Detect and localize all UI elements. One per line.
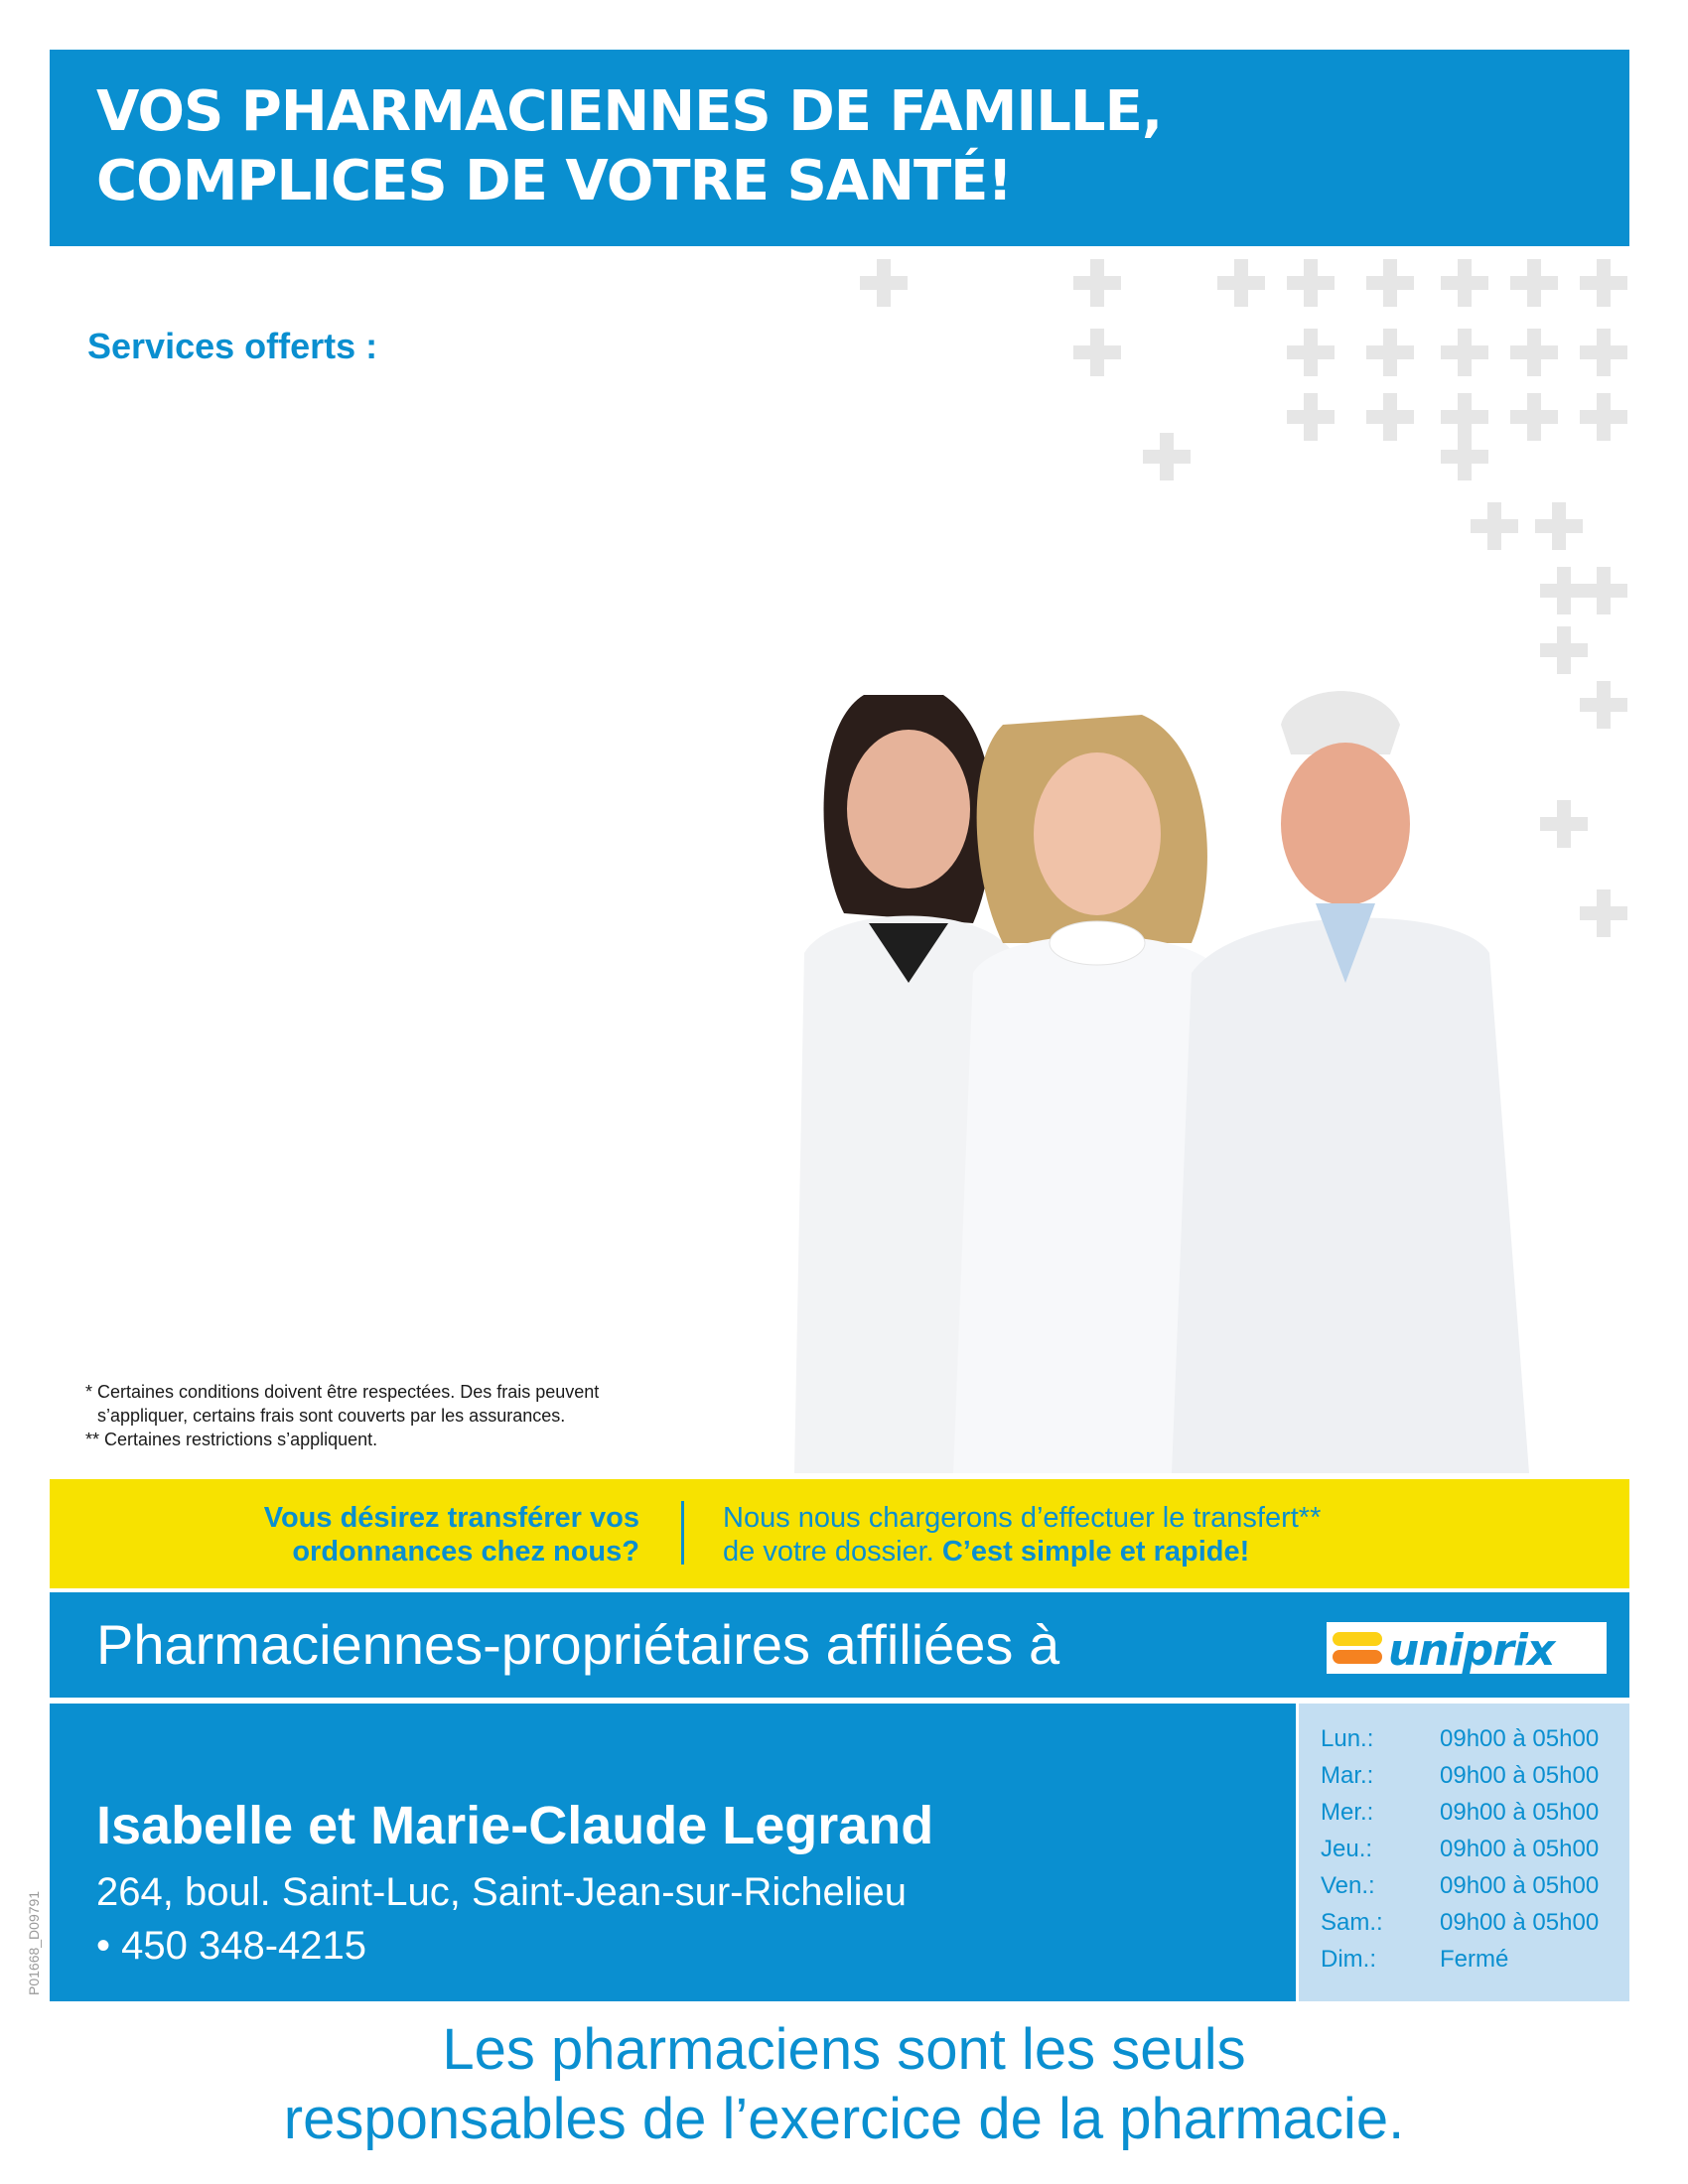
hours-day: Dim.: <box>1321 1946 1376 1973</box>
plus-cross-icon <box>1366 259 1414 307</box>
footnote-line-1: * Certaines conditions doivent être respectées. Des frais peuvent <box>85 1382 600 1402</box>
transfer-question <box>264 1501 639 1569</box>
transfer-question-line-2: ordonnances chez nous? <box>292 1536 639 1568</box>
plus-cross-icon <box>1535 502 1583 550</box>
plus-cross-icon <box>1366 393 1414 441</box>
hours-time: 09h00 à 05h00 <box>1440 1836 1600 1862</box>
footnote-line-2: s’appliquer, certains frais sont couverts par les assurances. <box>97 1406 566 1426</box>
owner-address: 264, boul. Saint-Luc, Saint-Jean-sur-Richelieu <box>96 1870 907 1914</box>
plus-cross-icon <box>1073 329 1121 376</box>
document-code: P01668_D09791 <box>26 1890 42 1995</box>
plus-cross-icon <box>1580 567 1627 614</box>
hours-time: 09h00 à 05h00 <box>1440 1799 1600 1826</box>
plus-cross-icon <box>1441 433 1488 480</box>
owner-info-block <box>50 1704 1296 2001</box>
uniprix-logo <box>1327 1622 1607 1674</box>
plus-cross-icon <box>1441 259 1488 307</box>
plus-cross-icon <box>1580 393 1627 441</box>
transfer-answer-line-2-text: de votre dossier. <box>723 1536 942 1568</box>
transfer-answer-line-2 <box>723 1535 1321 1569</box>
tagline-line-1: Les pharmaciens sont les seuls <box>442 2017 1246 2082</box>
page-title-line-2: COMPLICES DE VOTRE SANTÉ! <box>96 149 1012 213</box>
hours-time: 09h00 à 05h00 <box>1440 1725 1600 1752</box>
header-banner <box>50 50 1629 246</box>
owner-name: Isabelle et Marie-Claude Legrand <box>96 1796 934 1855</box>
three-pharmacists-photo <box>774 655 1628 1473</box>
plus-cross-icon <box>1510 259 1558 307</box>
owner-phone[interactable]: • 450 348-4215 <box>96 1924 367 1968</box>
pharmacist-right-figure <box>1172 691 1529 1473</box>
hours-day: Lun.: <box>1321 1725 1374 1752</box>
hours-day: Mer.: <box>1321 1799 1374 1826</box>
hours-row <box>1321 1836 1599 1863</box>
plus-cross-icon <box>1441 393 1488 441</box>
plus-cross-icon <box>1580 259 1627 307</box>
affiliation-text: Pharmaciennes-propriétaires affiliées à <box>96 1613 1060 1676</box>
footnotes <box>85 1380 599 1451</box>
footnote-line-3: ** Certaines restrictions s’appliquent. <box>85 1430 378 1449</box>
hours-time: 09h00 à 05h00 <box>1440 1872 1600 1899</box>
hours-row <box>1321 1872 1599 1900</box>
plus-cross-icon <box>1471 502 1518 550</box>
plus-cross-icon <box>860 259 908 307</box>
legal-tagline <box>0 2015 1688 2154</box>
hours-time: Fermé <box>1440 1946 1509 1973</box>
hours-time: 09h00 à 05h00 <box>1440 1909 1600 1936</box>
hours-row <box>1321 1799 1599 1827</box>
plus-cross-icon <box>1287 329 1335 376</box>
uniprix-logo-text: uniprix <box>1388 1625 1555 1674</box>
hours-row <box>1321 1909 1599 1937</box>
transfer-banner <box>50 1479 1629 1588</box>
plus-cross-icon <box>1217 259 1265 307</box>
plus-cross-icon <box>1287 393 1335 441</box>
plus-cross-icon <box>1287 259 1335 307</box>
opening-hours-panel <box>1299 1704 1629 2001</box>
plus-cross-icon <box>1580 329 1627 376</box>
services-heading: Services offerts : <box>87 326 378 366</box>
hours-day: Sam.: <box>1321 1909 1383 1936</box>
plus-cross-icon <box>1143 433 1191 480</box>
transfer-divider <box>681 1501 684 1565</box>
hours-day: Jeu.: <box>1321 1836 1373 1862</box>
affiliation-banner <box>50 1592 1629 1698</box>
hours-day: Ven.: <box>1321 1872 1375 1899</box>
page-title <box>96 77 1162 216</box>
transfer-answer <box>723 1501 1321 1569</box>
plus-cross-icon <box>1510 393 1558 441</box>
plus-cross-icon <box>1510 329 1558 376</box>
plus-cross-icon <box>1540 567 1588 614</box>
plus-cross-icon <box>1441 329 1488 376</box>
hours-row <box>1321 1725 1599 1753</box>
transfer-answer-emphasis: C’est simple et rapide! <box>941 1536 1250 1568</box>
page-title-line-1: VOS PHARMACIENNES DE FAMILLE, <box>96 79 1163 144</box>
hours-row <box>1321 1762 1599 1790</box>
tagline-line-2: responsables de l’exercice de la pharmacie. <box>283 2087 1405 2151</box>
hours-day: Mar.: <box>1321 1762 1374 1789</box>
hours-time: 09h00 à 05h00 <box>1440 1762 1600 1789</box>
plus-cross-icon <box>1366 329 1414 376</box>
hours-row <box>1321 1946 1508 1974</box>
transfer-question-line-1: Vous désirez transférer vos <box>263 1502 639 1534</box>
transfer-answer-line-1: Nous nous chargerons d’effectuer le transfert** <box>723 1502 1322 1534</box>
plus-cross-icon <box>1073 259 1121 307</box>
